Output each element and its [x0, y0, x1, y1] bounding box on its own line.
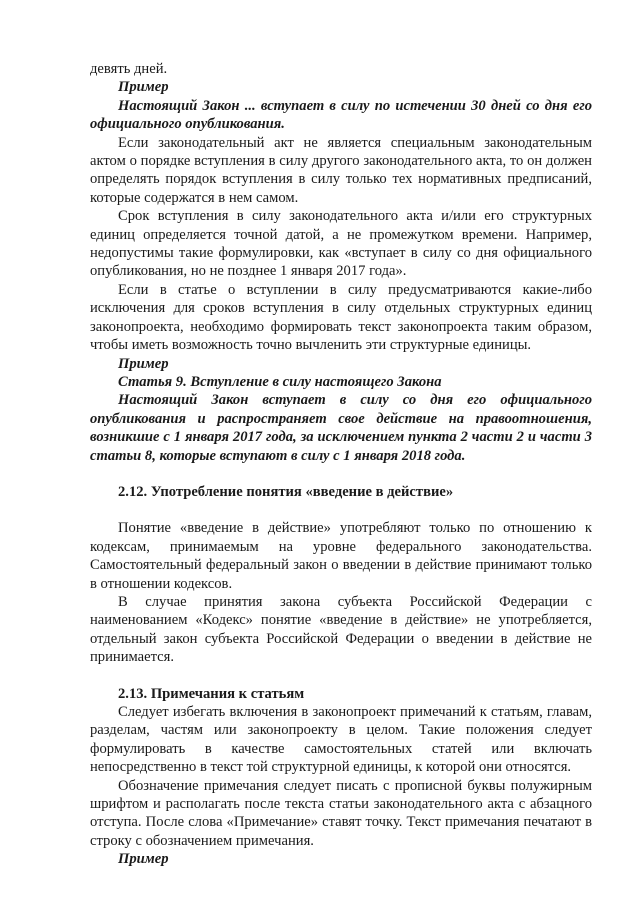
example-text: Настоящий Закон ... вступает в силу по истечении 30 дней со дня его официального опубликования.: [90, 97, 592, 133]
paragraph-continuation: девять дней.: [90, 61, 168, 77]
body-paragraph: Обозначение примечания следует писать с прописной буквы полужирным шрифтом и располагать после текста статьи законодательного акта с абзацного отступа. После слова «Примечание» ставят точку. Текст примечания печатают в строку с обозначением примечания.: [90, 777, 592, 849]
body-paragraph: В случае принятия закона субъекта Российской Федерации с наименованием «Кодекс» понятие «введение в действие» не употребляется, отдельный закон субъекта Российской Федерации о введении в действие не принимается.: [90, 593, 592, 666]
body-paragraph: Если в статье о вступлении в силу предусматриваются какие-либо исключения для сроков вступления в силу отдельных структурных единиц законопроекта, необходимо формировать текст законопроекта таким образом, чтобы иметь возможность точно вычленить эти структурные единицы.: [90, 281, 592, 354]
body-paragraph: Следует избегать включения в законопроект примечаний к статьям, главам, разделам, частям или законопроекту в целом. Такие положения следует формулировать в качестве самостоятельных статей или включать непосредственно в текст той структурной единицы, к которой они относятся.: [90, 704, 592, 776]
body-paragraph: Срок вступления в силу законодательного акта и/или его структурных единиц определяется точной датой, а не промежутком времени. Например, недопустимы такие формулировки, как «вступает в силу со дня официального опубликования, но не позднее 1 января 2017 года».: [90, 208, 592, 280]
example-label: Пример: [118, 79, 169, 96]
body-paragraph: Понятие «введение в действие» употребляют только по отношению к кодексам, принимаемым на уровне федерального законодательства. Самостоятельный федеральный закон о введении в действие принимают только в отношении кодексов.: [90, 520, 592, 592]
section-heading: 2.12. Употребление понятия «введение в действие»: [118, 483, 454, 500]
spacer: [90, 501, 592, 519]
example-label: Пример: [118, 355, 169, 372]
section-heading: 2.13. Примечания к статьям: [118, 685, 305, 702]
example-article-title: Статья 9. Вступление в силу настоящего Закона: [118, 373, 442, 390]
example-label: Пример: [118, 851, 169, 868]
body-paragraph: Если законодательный акт не является специальным законодательным актом о порядке вступления в силу другого законодательного акта, то он должен определять порядок вступления в силу только тех нормативных предписаний, которые содержатся в нем самом.: [90, 134, 592, 206]
page-content: [90, 60, 592, 869]
spacer: [90, 465, 592, 483]
example-text: Настоящий Закон вступает в силу со дня его официального опубликования и распространяет свое действие на правоотношения, возникшие с 1 января 2017 года, за исключением пункта 2 части 2 и части 3 статьи 8, которые вступают в силу с 1 января 2018 года.: [90, 392, 592, 464]
spacer: [90, 667, 592, 685]
